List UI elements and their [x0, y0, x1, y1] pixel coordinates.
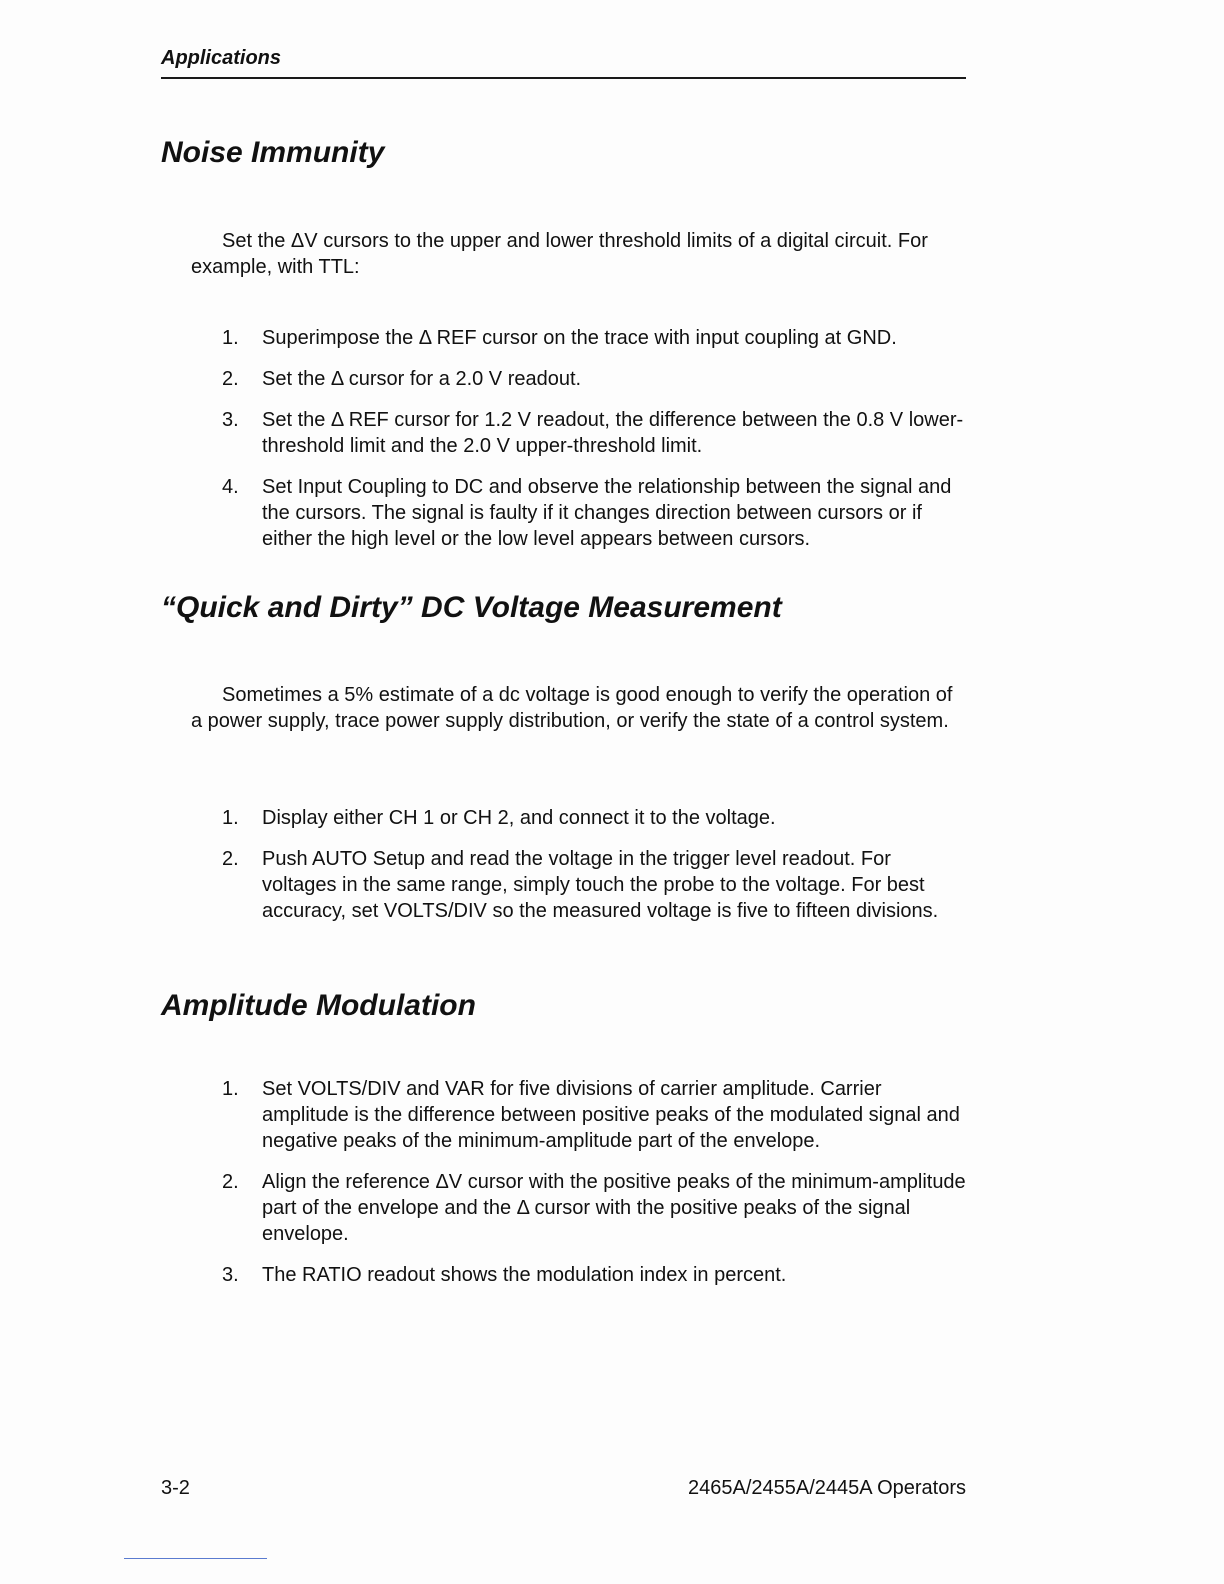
- section-intro-dc-voltage: Sometimes a 5% estimate of a dc voltage is good enough to verify the operation of a power supply, trace power supply distribution, or verify the state of a control system.: [191, 684, 953, 732]
- step-number: 4.: [222, 476, 239, 498]
- step-text: Display either CH 1 or CH 2, and connect it to the voltage.: [262, 807, 776, 829]
- step-number: 3.: [222, 409, 239, 431]
- list-item: [222, 366, 966, 392]
- list-item: [222, 1262, 966, 1288]
- step-number: 1.: [222, 807, 239, 829]
- step-text: Set the Δ cursor for a 2.0 V readout.: [262, 368, 582, 390]
- steps-noise-immunity: [222, 325, 966, 567]
- step-text: Set Input Coupling to DC and observe the relationship between the signal and the cursors. The signal is faulty if it changes direction between cursors or if either the high level or the low level appears between cursors.: [262, 476, 952, 550]
- list-item: [222, 1169, 966, 1247]
- list-item: [222, 1076, 966, 1154]
- steps-dc-voltage: [222, 805, 966, 939]
- manual-title: 2465A/2455A/2445A Operators: [688, 1477, 966, 1499]
- section-title-noise-immunity: Noise Immunity: [161, 136, 385, 169]
- scan-edge-line: [124, 1558, 267, 1559]
- step-text: Align the reference ΔV cursor with the positive peaks of the minimum-amplitude part of the envelope and the Δ cursor with the positive peaks of the signal envelope.: [262, 1171, 966, 1245]
- running-head: Applications: [161, 47, 282, 69]
- list-item: [222, 474, 966, 552]
- steps-amplitude-modulation: [222, 1076, 966, 1303]
- section-title-amplitude-modulation: Amplitude Modulation: [161, 989, 476, 1022]
- step-number: 2.: [222, 848, 239, 870]
- step-number: 1.: [222, 1078, 239, 1100]
- list-item: [222, 407, 966, 459]
- step-text: Set VOLTS/DIV and VAR for five divisions of carrier amplitude. Carrier amplitude is the difference between positive peaks of the modulated signal and negative peaks of the minimum-amplitude part of the envelope.: [262, 1078, 960, 1152]
- list-item: [222, 325, 966, 351]
- header-rule: [161, 77, 966, 79]
- step-number: 2.: [222, 368, 239, 390]
- step-text: The RATIO readout shows the modulation index in percent.: [262, 1264, 787, 1286]
- step-text: Superimpose the Δ REF cursor on the trace with input coupling at GND.: [262, 327, 897, 349]
- section-intro-noise-immunity: Set the ΔV cursors to the upper and lower threshold limits of a digital circuit. For example, with TTL:: [191, 230, 928, 278]
- step-number: 2.: [222, 1171, 239, 1193]
- step-text: Push AUTO Setup and read the voltage in the trigger level readout. For voltages in the same range, simply touch the probe to the voltage. For best accuracy, set VOLTS/DIV so the measured voltage is five to fifteen divisions.: [262, 848, 939, 922]
- list-item: [222, 846, 966, 924]
- step-number: 1.: [222, 327, 239, 349]
- section-title-dc-voltage: “Quick and Dirty” DC Voltage Measurement: [161, 591, 782, 624]
- step-number: 3.: [222, 1264, 239, 1286]
- list-item: [222, 805, 966, 831]
- page-number: 3-2: [161, 1477, 190, 1499]
- step-text: Set the Δ REF cursor for 1.2 V readout, the difference between the 0.8 V lower-threshold limit and the 2.0 V upper-threshold limit.: [262, 409, 964, 457]
